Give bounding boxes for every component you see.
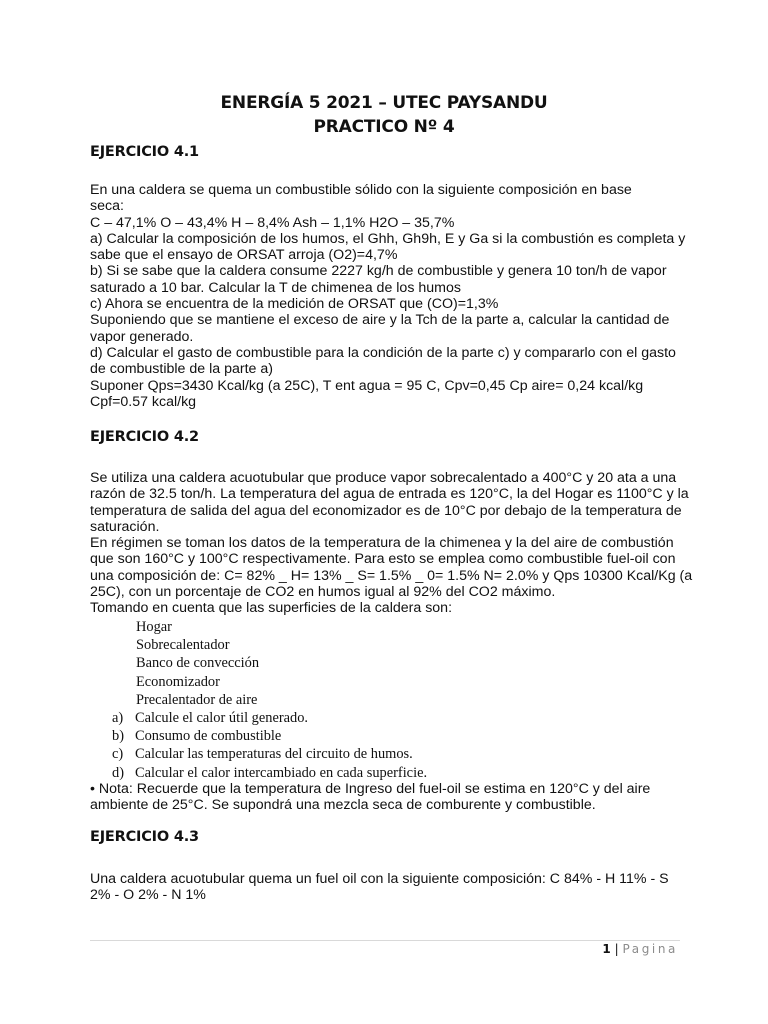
list-item: Economizador: [136, 673, 220, 690]
paragraph-line: Cpf=0.57 kcal/kg: [90, 393, 197, 410]
paragraph-line: vapor generado.: [90, 328, 194, 345]
tasks-list: [112, 709, 427, 782]
paragraph-line: a) Calcular la composición de los humos, el Ghh, Gh9h, E y Ga si la combustión es completa y: [90, 230, 686, 247]
list-item-text: Calcular el calor intercambiado en cada superficie.: [135, 764, 428, 781]
paragraph-line: En régimen se toman los datos de la temperatura de la chimenea y la del aire de combustión: [90, 535, 674, 552]
exercise-4-1-body: [90, 182, 690, 410]
list-item-text: Consumo de combustible: [135, 728, 282, 745]
list-item: Precalentador de aire: [136, 691, 258, 708]
paragraph-line: saturación.: [90, 518, 160, 535]
paragraph-line: Tomando en cuenta que las superficies de la caldera son:: [90, 600, 453, 617]
footer-divider: [90, 940, 680, 941]
paragraph-line: 25C), con un porcentaje de CO2 en humos igual al 92% del CO2 máximo.: [90, 584, 556, 601]
exercise-4-3-body: [90, 871, 690, 904]
paragraph-line: b) Si se sabe que la caldera consume 2227 kg/h de combustible y genera 10 ton/h de vapor: [90, 263, 667, 280]
list-marker: a): [112, 710, 124, 726]
list-marker: b): [112, 728, 124, 745]
exercise-4-3-heading: EJERCICIO 4.3: [90, 829, 199, 845]
document-title: ENERGÍA 5 2021 – UTEC PAYSANDU: [220, 93, 548, 113]
paragraph-line: que son 160°C y 100°C respectivamente. Para esto se emplea como combustible fuel-oil con: [90, 551, 676, 568]
paragraph-line: C – 47,1% O – 43,4% H – 8,4% Ash – 1,1% H2O – 35,7%: [90, 214, 455, 231]
list-item: [112, 745, 427, 763]
list-item: Banco de convección: [136, 655, 260, 672]
paragraph-line: razón de 32.5 ton/h. La temperatura del agua de entrada es 120°C, la del Hogar es 1100°C y la: [90, 486, 689, 503]
paragraph-line: d) Calcular el gasto de combustible para la condición de la parte c) y compararlo con el gasto: [90, 344, 676, 361]
paragraph-line: 2% - O 2% - N 1%: [90, 887, 206, 904]
paragraph-line: temperatura de salida del agua del economizador es de 10°C por debajo de la temperatura de: [90, 502, 682, 519]
document-subtitle: PRACTICO Nº 4: [313, 117, 455, 137]
paragraph-line: En una caldera se quema un combustible sólido con la siguiente composición en base: [90, 182, 632, 198]
paragraph-line: Suponiendo que se mantiene el exceso de aire y la Tch de la parte a, calcular la cantidad de: [90, 312, 670, 329]
list-item: [112, 727, 427, 745]
footer-separator: |: [610, 942, 623, 956]
paragraph-line: Se utiliza una caldera acuotubular que produce vapor sobrecalentado a 400°C y 20 ata a una: [90, 470, 677, 486]
list-item-text: Calcule el calor útil generado.: [135, 710, 309, 726]
list-item-text: Calcular las temperaturas del circuito de humos.: [135, 746, 413, 763]
note-line: ambiente de 25°C. Se supondrá una mezcla seca de comburente y combustible.: [90, 797, 596, 814]
paragraph-line: saturado a 10 bar. Calcular la T de chimenea de los humos: [90, 279, 461, 296]
paragraph-line: una composición de: C= 82% _ H= 13% _ S= 1.5% _ 0= 1.5% N= 2.0% y Qps 10300 Kcal/Kg (a: [90, 567, 693, 584]
paragraph-line: sabe que el ensayo de ORSAT arroja (O2)=4,7%: [90, 247, 398, 264]
list-item: [112, 709, 427, 727]
paragraph-line: seca:: [90, 198, 124, 215]
page-label: Pagina: [622, 942, 678, 956]
exercise-4-2-heading: EJERCICIO 4.2: [90, 429, 199, 445]
paragraph-line: de combustible de la parte a): [90, 361, 273, 378]
exercise-4-2-note: [90, 781, 690, 814]
list-marker: d): [112, 764, 124, 781]
paragraph-line: Una caldera acuotubular quema un fuel oil con la siguiente composición: C 84% - H 11% - S: [90, 871, 669, 887]
paragraph-line: c) Ahora se encuentra de la medición de ORSAT que (CO)=1,3%: [90, 296, 499, 313]
page-number: 1: [602, 942, 611, 956]
list-item: Hogar: [136, 619, 172, 635]
list-marker: c): [112, 746, 124, 763]
page-footer: [602, 941, 678, 957]
boiler-surfaces-list: [136, 618, 259, 709]
list-item: [112, 764, 427, 782]
paragraph-line: Suponer Qps=3430 Kcal/kg (a 25C), T ent agua = 95 C, Cpv=0,45 Cp aire= 0,24 kcal/kg: [90, 377, 644, 394]
exercise-4-2-body: [90, 470, 693, 617]
exercise-4-1-heading: EJERCICIO 4.1: [90, 144, 199, 160]
list-item: Sobrecalentador: [136, 637, 230, 654]
note-line: • Nota: Recuerde que la temperatura de Ingreso del fuel-oil se estima en 120°C y del aire: [90, 781, 651, 797]
